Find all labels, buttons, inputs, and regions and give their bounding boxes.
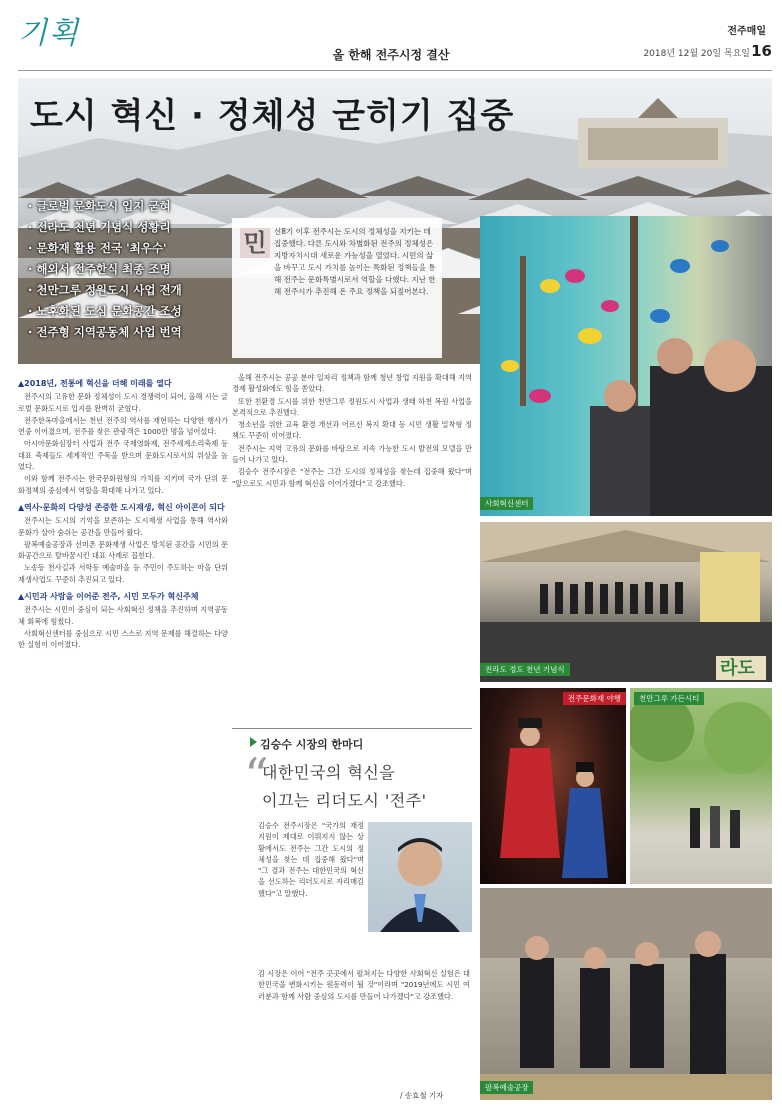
paragraph: 노송동 천사길과 서학동 예술마을 등 주민이 주도하는 마을 단위 재생사업도 꾸준히 추진되고 있다. [18, 563, 228, 584]
publication-name: 전주매일 [727, 26, 766, 37]
mayor-portrait [368, 822, 472, 932]
quote-line-2: 이끄는 리더도시 '전주' [262, 791, 427, 810]
quote-box-title: 김승수 시장의 한마디 [260, 738, 364, 751]
page-number: 16 [751, 42, 772, 60]
photo-caption: 천만그루 가든시티 [634, 692, 704, 705]
hero-bullet: · 전라도 천년 기념식 성황리 [28, 217, 228, 238]
section-tag: 기획 [18, 16, 80, 51]
photo-caption: 전주문화재 야행 [563, 692, 626, 705]
page-title: 올 한해 전주시정 결산 [332, 48, 450, 62]
mayor-text-continued: 김 시장은 이어 "전주 곳곳에서 펼쳐지는 다양한 사회혁신 실험은 대한민국을 변화시키는 원동력이 될 것"이라며 "2019년에도 시민 여러분과 함께 사람 중심의 도시를 만들어 나가겠다"고 강조했다. [258, 969, 470, 1001]
factory-walk-photo [480, 888, 772, 1100]
photo-caption: 전라도 정도 천년 기념식 [480, 663, 570, 676]
hero-bullet: · 노후화된 도심 문화공간 조성 [28, 301, 228, 322]
quote-mark-icon: “ [244, 748, 269, 804]
quote-line-1: 대한민국의 혁신을 [262, 763, 396, 782]
quote-box-divider [232, 728, 472, 729]
publication-date: 2018년 12월 20일 목요일 [643, 49, 750, 59]
photo-caption: 팔복예술공장 [480, 1081, 533, 1094]
paragraph: 이와 함께 전주시는 한국문화원형의 가치를 지키며 국가 단위 문화정책의 중심에서 역할을 확대해 나가고 있다. [18, 474, 228, 495]
hero-bullet: · 해외서 전주한식 최종 조명 [28, 259, 228, 280]
hero-bullet: · 천만그루 정원도시 사업 전개 [28, 280, 228, 301]
performance-photo [480, 688, 626, 884]
author-byline: / 송효철 기자 [400, 1091, 444, 1100]
triangle-marker-icon [250, 737, 257, 747]
forest-city-photo [630, 688, 772, 884]
hero-bullet: · 전주형 지역공동체 사업 번역 [28, 322, 228, 343]
lead-drop-cap: 민 [240, 228, 270, 258]
butterfly-mural-illustration [480, 216, 772, 516]
photo-caption: 사회혁신센터 [480, 497, 533, 510]
paragraph: 팔복예술공장과 선미촌 문화재생 사업은 방치된 공간을 시민의 문화공간으로 탈바꿈시킨 대표 사례로 꼽힌다. [18, 539, 228, 561]
article-column-2 [232, 372, 472, 490]
paragraph: 전주한옥마을에서는 천년 전주의 역사를 재현하는 다양한 행사가 연중 이어졌으며, 전주를 찾은 관광객은 1000만 명을 넘어섰다. [18, 415, 228, 437]
article-column-1 [18, 372, 228, 652]
mural-photo [480, 216, 772, 516]
mayor-portrait-illustration [368, 822, 472, 932]
paragraph: 올해 전주시는 공공 분야 일자리 정책과 함께 청년 창업 지원을 확대해 지역 경제 활성화에도 힘을 쏟았다. [232, 373, 472, 394]
mayor-text: 김승수 전주시장은 "국가의 재정 지원이 제대로 이뤄지지 않는 상황에서도 전주는 그간 도시의 정체성을 찾는 데 집중해 왔다"며 "그 결과 전주는 대한민국의 혁신을 선도하는 리더도시로 자리매김했다"고 말했다. [258, 821, 364, 898]
paragraph: 김승수 전주시장은 "전주는 그간 도시의 정체성을 찾는데 집중해 왔다"며 "앞으로도 시민과 함께 혁신을 이어가겠다"고 강조했다. [232, 467, 472, 488]
traditional-performance-illustration [480, 688, 626, 884]
forest-walk-illustration [630, 688, 772, 884]
paragraph: 전주시는 지역 고유의 문화를 바탕으로 지속 가능한 도시 발전의 모델을 만들어 나가고 있다. [232, 443, 472, 465]
paragraph: 전주시는 도시의 기억을 보존하는 도시재생 사업을 통해 역사와 문화가 살아 숨쉬는 공간을 만들어 왔다. [18, 516, 228, 537]
paragraph: 청소년을 위한 교육 환경 개선과 어르신 복지 확대 등 시민 생활 밀착형 정책도 꾸준히 이어졌다. [232, 420, 472, 441]
paragraph: 사회혁신센터를 중심으로 시민 스스로 지역 문제를 해결하는 다양한 실험이 이어졌다. [18, 628, 228, 650]
headline: 도시 혁신 · 정체성 굳히기 집중 [30, 96, 515, 136]
section-heading: ▲역사·문화의 다양성 존중한 도시재생, 혁신 아이콘이 되다 [18, 502, 225, 512]
lead-text: 선8기 이후 전주시는 도시의 정체성을 지키는 데 집중했다. 다른 도시와 차별화된 전주의 정체성은 지방자치시대 새로운 가능성을 열었다. 시민의 삶을 바꾸고 도시 가치를 높이는 특화된 정책들을 통해 전주는 문화특별시로서 역할을 다했다. 지난 한 해 전주시가 추진해 온 주요 정책을 되짚어본다. [274, 227, 436, 296]
section-heading: ▲시민과 사람을 이어준 전주, 시민 모두가 혁신주체 [18, 592, 199, 602]
hero-bullet: · 글로벌 문화도시 입지 굳혀 [28, 196, 228, 217]
paragraph: 또한 친환경 도시를 위한 천만그루 정원도시 사업과 생태 하천 복원 사업을 본격적으로 추진했다. [232, 396, 472, 417]
ceremony-photo [480, 522, 772, 682]
hero-bullet: · 문화재 활용 전국 '최우수' [28, 238, 228, 259]
paragraph: 전주시는 시민이 중심이 되는 사회혁신 정책을 추진하며 지역공동체 회복에 힘썼다. [18, 605, 228, 626]
signage-text: 라도 [720, 658, 755, 679]
header-divider [18, 70, 772, 71]
hero-bullet-list [28, 196, 228, 343]
paragraph: 아시아문화심장터 사업과 전주 국제영화제, 전주세계소리축제 등 대표 축제들도 세계적인 주목을 받으며 문화도시로서의 위상을 높였다. [18, 439, 228, 472]
section-heading: ▲2018년, 전통에 혁신을 더해 미래를 열다 [18, 379, 172, 388]
paragraph: 전주시의 고유한 문화 정체성이 도시 경쟁력이 되어, 올해 시는 글로벌 문화도시로 입지를 완벽히 굳혔다. [18, 392, 228, 413]
officials-walking-illustration [480, 888, 772, 1100]
